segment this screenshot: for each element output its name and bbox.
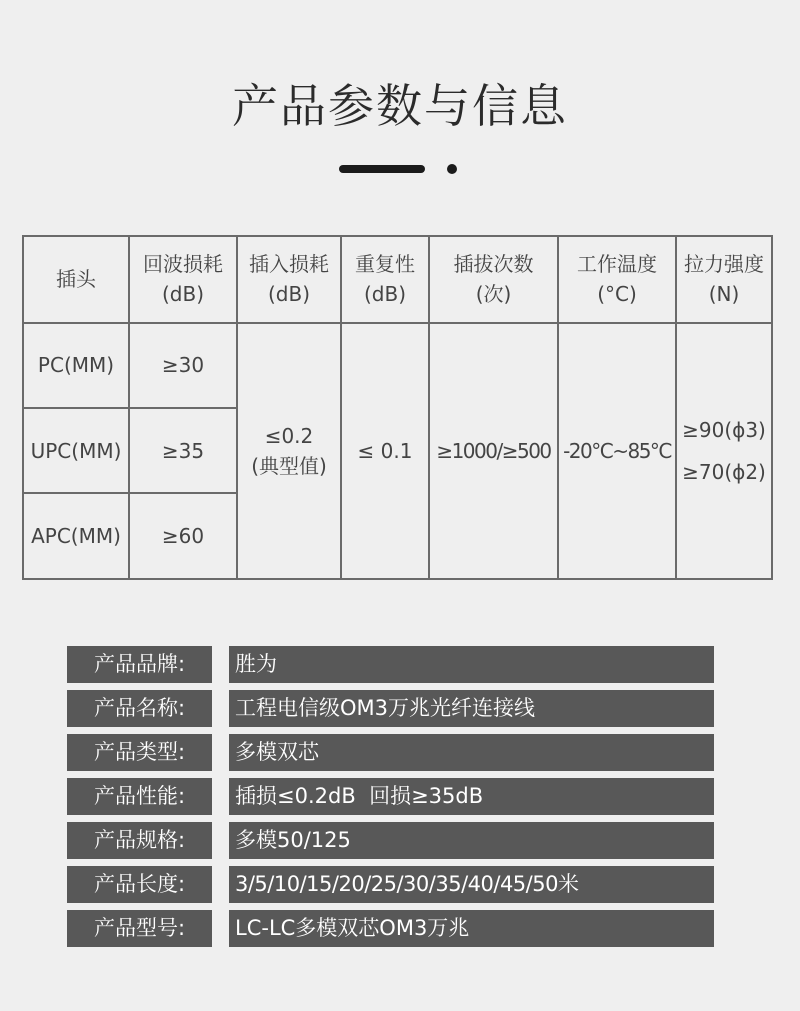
cell-plug: PC(MM) — [23, 323, 129, 408]
header-return-loss: 回波损耗 (dB) — [129, 236, 237, 323]
cell-mating-cycles: ≥1000/≥500 — [429, 323, 558, 580]
cell-plug: APC(MM) — [23, 493, 129, 579]
page-title: 产品参数与信息 — [232, 79, 568, 133]
header-mating-cycles: 插拔次数 (次) — [429, 236, 558, 323]
info-row-name — [67, 690, 718, 727]
info-value: 胜为 — [229, 646, 714, 683]
info-row-type — [67, 734, 718, 771]
info-value: 插损≤0.2dB 回损≥35dB — [229, 778, 714, 815]
cell-return-loss: ≥60 — [129, 493, 237, 579]
spec-table-row — [23, 323, 772, 408]
info-row-spec — [67, 822, 718, 859]
spec-table — [22, 235, 773, 580]
header-tensile: 拉力强度 (N) — [676, 236, 772, 323]
info-label: 产品型号: — [67, 910, 212, 947]
cell-repeatability: ≤ 0.1 — [341, 323, 429, 580]
header-repeatability: 重复性 (dB) — [341, 236, 429, 323]
info-row-model — [67, 910, 718, 947]
title-underline-dot — [447, 164, 457, 174]
info-row-performance — [67, 778, 718, 815]
tensile-value-1: ≥90(ϕ3) — [682, 417, 766, 442]
info-label: 产品长度: — [67, 866, 212, 903]
info-row-brand — [67, 646, 718, 683]
info-value: 工程电信级OM3万兆光纤连接线 — [229, 690, 714, 727]
info-value: 3/5/10/15/20/25/30/35/40/45/50米 — [229, 866, 714, 903]
cell-plug: UPC(MM) — [23, 408, 129, 493]
info-label: 产品品牌: — [67, 646, 212, 683]
cell-return-loss: ≥30 — [129, 323, 237, 408]
cell-insertion-loss — [237, 323, 341, 580]
cell-temperature: -20°C~85°C — [558, 323, 676, 580]
info-label: 产品名称: — [67, 690, 212, 727]
info-label: 产品类型: — [67, 734, 212, 771]
header-plug: 插头 — [23, 236, 129, 323]
info-label: 产品性能: — [67, 778, 212, 815]
tensile-value-2: ≥70(ϕ2) — [682, 459, 766, 484]
info-label: 产品规格: — [67, 822, 212, 859]
header-insertion-loss: 插入损耗 (dB) — [237, 236, 341, 323]
insertion-loss-value: ≤0.2 — [264, 423, 314, 448]
info-row-length — [67, 866, 718, 903]
info-value: 多模50/125 — [229, 822, 714, 859]
header-temperature: 工作温度 (°C) — [558, 236, 676, 323]
product-info-list — [67, 646, 718, 954]
info-value: 多模双芯 — [229, 734, 714, 771]
spec-table-header-row — [23, 236, 772, 323]
cell-return-loss: ≥35 — [129, 408, 237, 493]
title-underline-bar — [339, 165, 425, 173]
insertion-loss-note: (典型值) — [251, 453, 327, 478]
info-value: LC-LC多模双芯OM3万兆 — [229, 910, 714, 947]
cell-tensile — [676, 323, 772, 580]
